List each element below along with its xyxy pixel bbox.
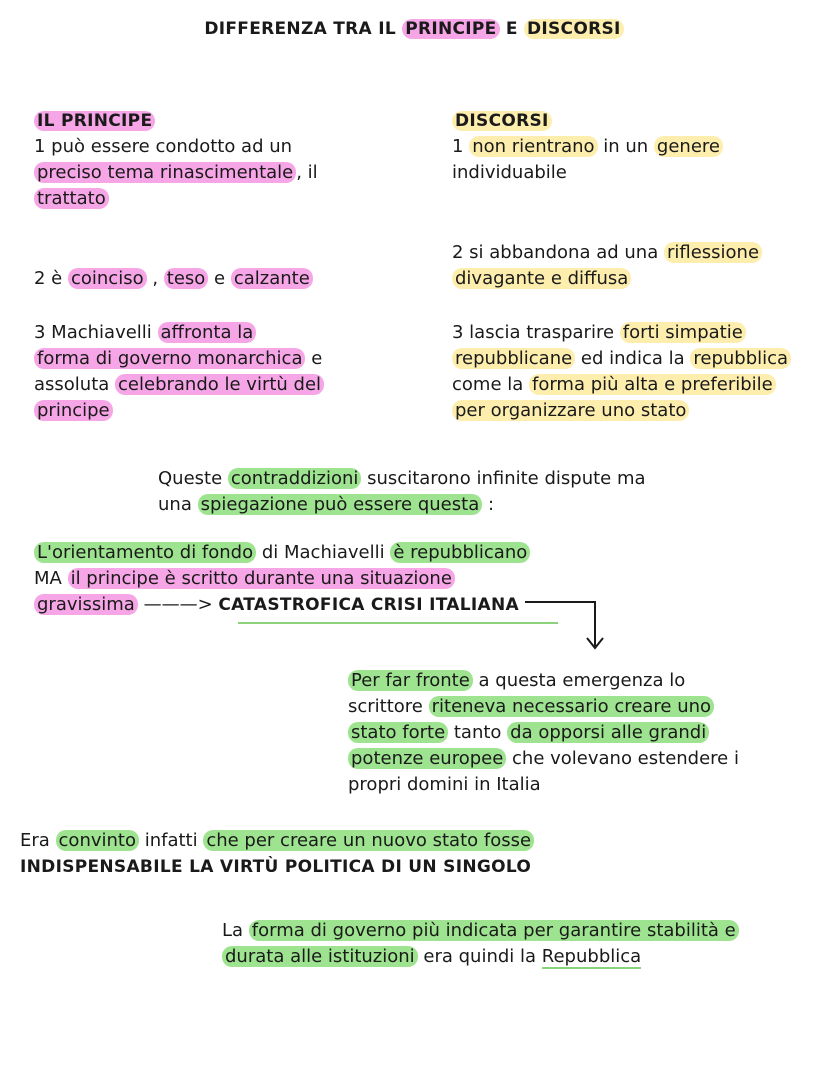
discorsi-point-3: 3 lascia trasparire forti simpatie [452,320,812,346]
discorsi-point-2: 2 si abbandona ad una riflessione [452,240,812,266]
discorsi-column: DISCORSI 1 non rientrano in un genere individuabile 2 si abbandona ad una riflessione divagante e diffusa 3 lascia trasparire forti simpatie repubblicane ed indica la repubblica come la forma più alta e preferibile per organizzare uno stato [452,108,812,424]
highlight-trattato: trattato [34,188,109,209]
virtu-politica: INDISPENSABILE LA VIRTÙ POLITICA DI UN SINGOLO [20,857,532,877]
page-title [0,16,828,42]
discorsi-point-1: 1 non rientrano in un genere [452,134,812,160]
right-arrow-icon: ———> [137,594,219,615]
contraddizioni-paragraph: Queste contraddizioni suscitarono infinite dispute ma una spiegazione può essere questa : [158,468,646,515]
principe-point-1: 1 può essere condotto ad un [34,136,293,157]
principe-column: IL PRINCIPE 1 può essere condotto ad un preciso tema rinascimentale , il trattato 2 è coinciso , teso e calzante 3 Machiavelli affronta la forma di governo monarchica e assoluta celebrando le virtù del principe [34,108,394,424]
principe-point-2: 2 è coinciso , teso e calzante [34,266,394,292]
down-arrow-icon [515,596,615,656]
title-middle: E [499,19,524,39]
emergenza-paragraph: Per far fronte a questa emergenza lo scrittore riteneva necessario creare uno stato forte tanto da opporsi alle grandi potenze europee che volevano estendere i propri domini in Italia [348,670,739,795]
repubblica-word: Repubblica [541,946,642,967]
crisi-italiana: CATASTROFICA CRISI ITALIANA [218,595,519,615]
principe-point-3: 3 Machiavelli affronta la [34,320,394,346]
principe-heading: IL PRINCIPE [34,111,155,131]
forma-paragraph: La forma di governo più indicata per garantire stabilità e durata alle istituzioni era quindi la Repubblica [222,918,739,970]
crisi-underline [238,622,558,624]
highlight-tema: preciso tema rinascimentale [34,162,296,183]
convinto-paragraph: Era convinto infatti che per creare un nuovo stato fosse INDISPENSABILE LA VIRTÙ POLITICA DI UN SINGOLO [20,828,534,880]
discorsi-heading: DISCORSI [452,111,552,131]
title-principe: PRINCIPE [402,19,499,39]
title-prefix: DIFFERENZA TRA IL [204,19,403,39]
title-discorsi: DISCORSI [524,19,624,39]
orientamento-paragraph: L'orientamento di fondo di Machiavelli è repubblicano MA il principe è scritto durante una situazione gravissima ———> CATASTROFICA CRISI ITALIANA [34,540,530,618]
